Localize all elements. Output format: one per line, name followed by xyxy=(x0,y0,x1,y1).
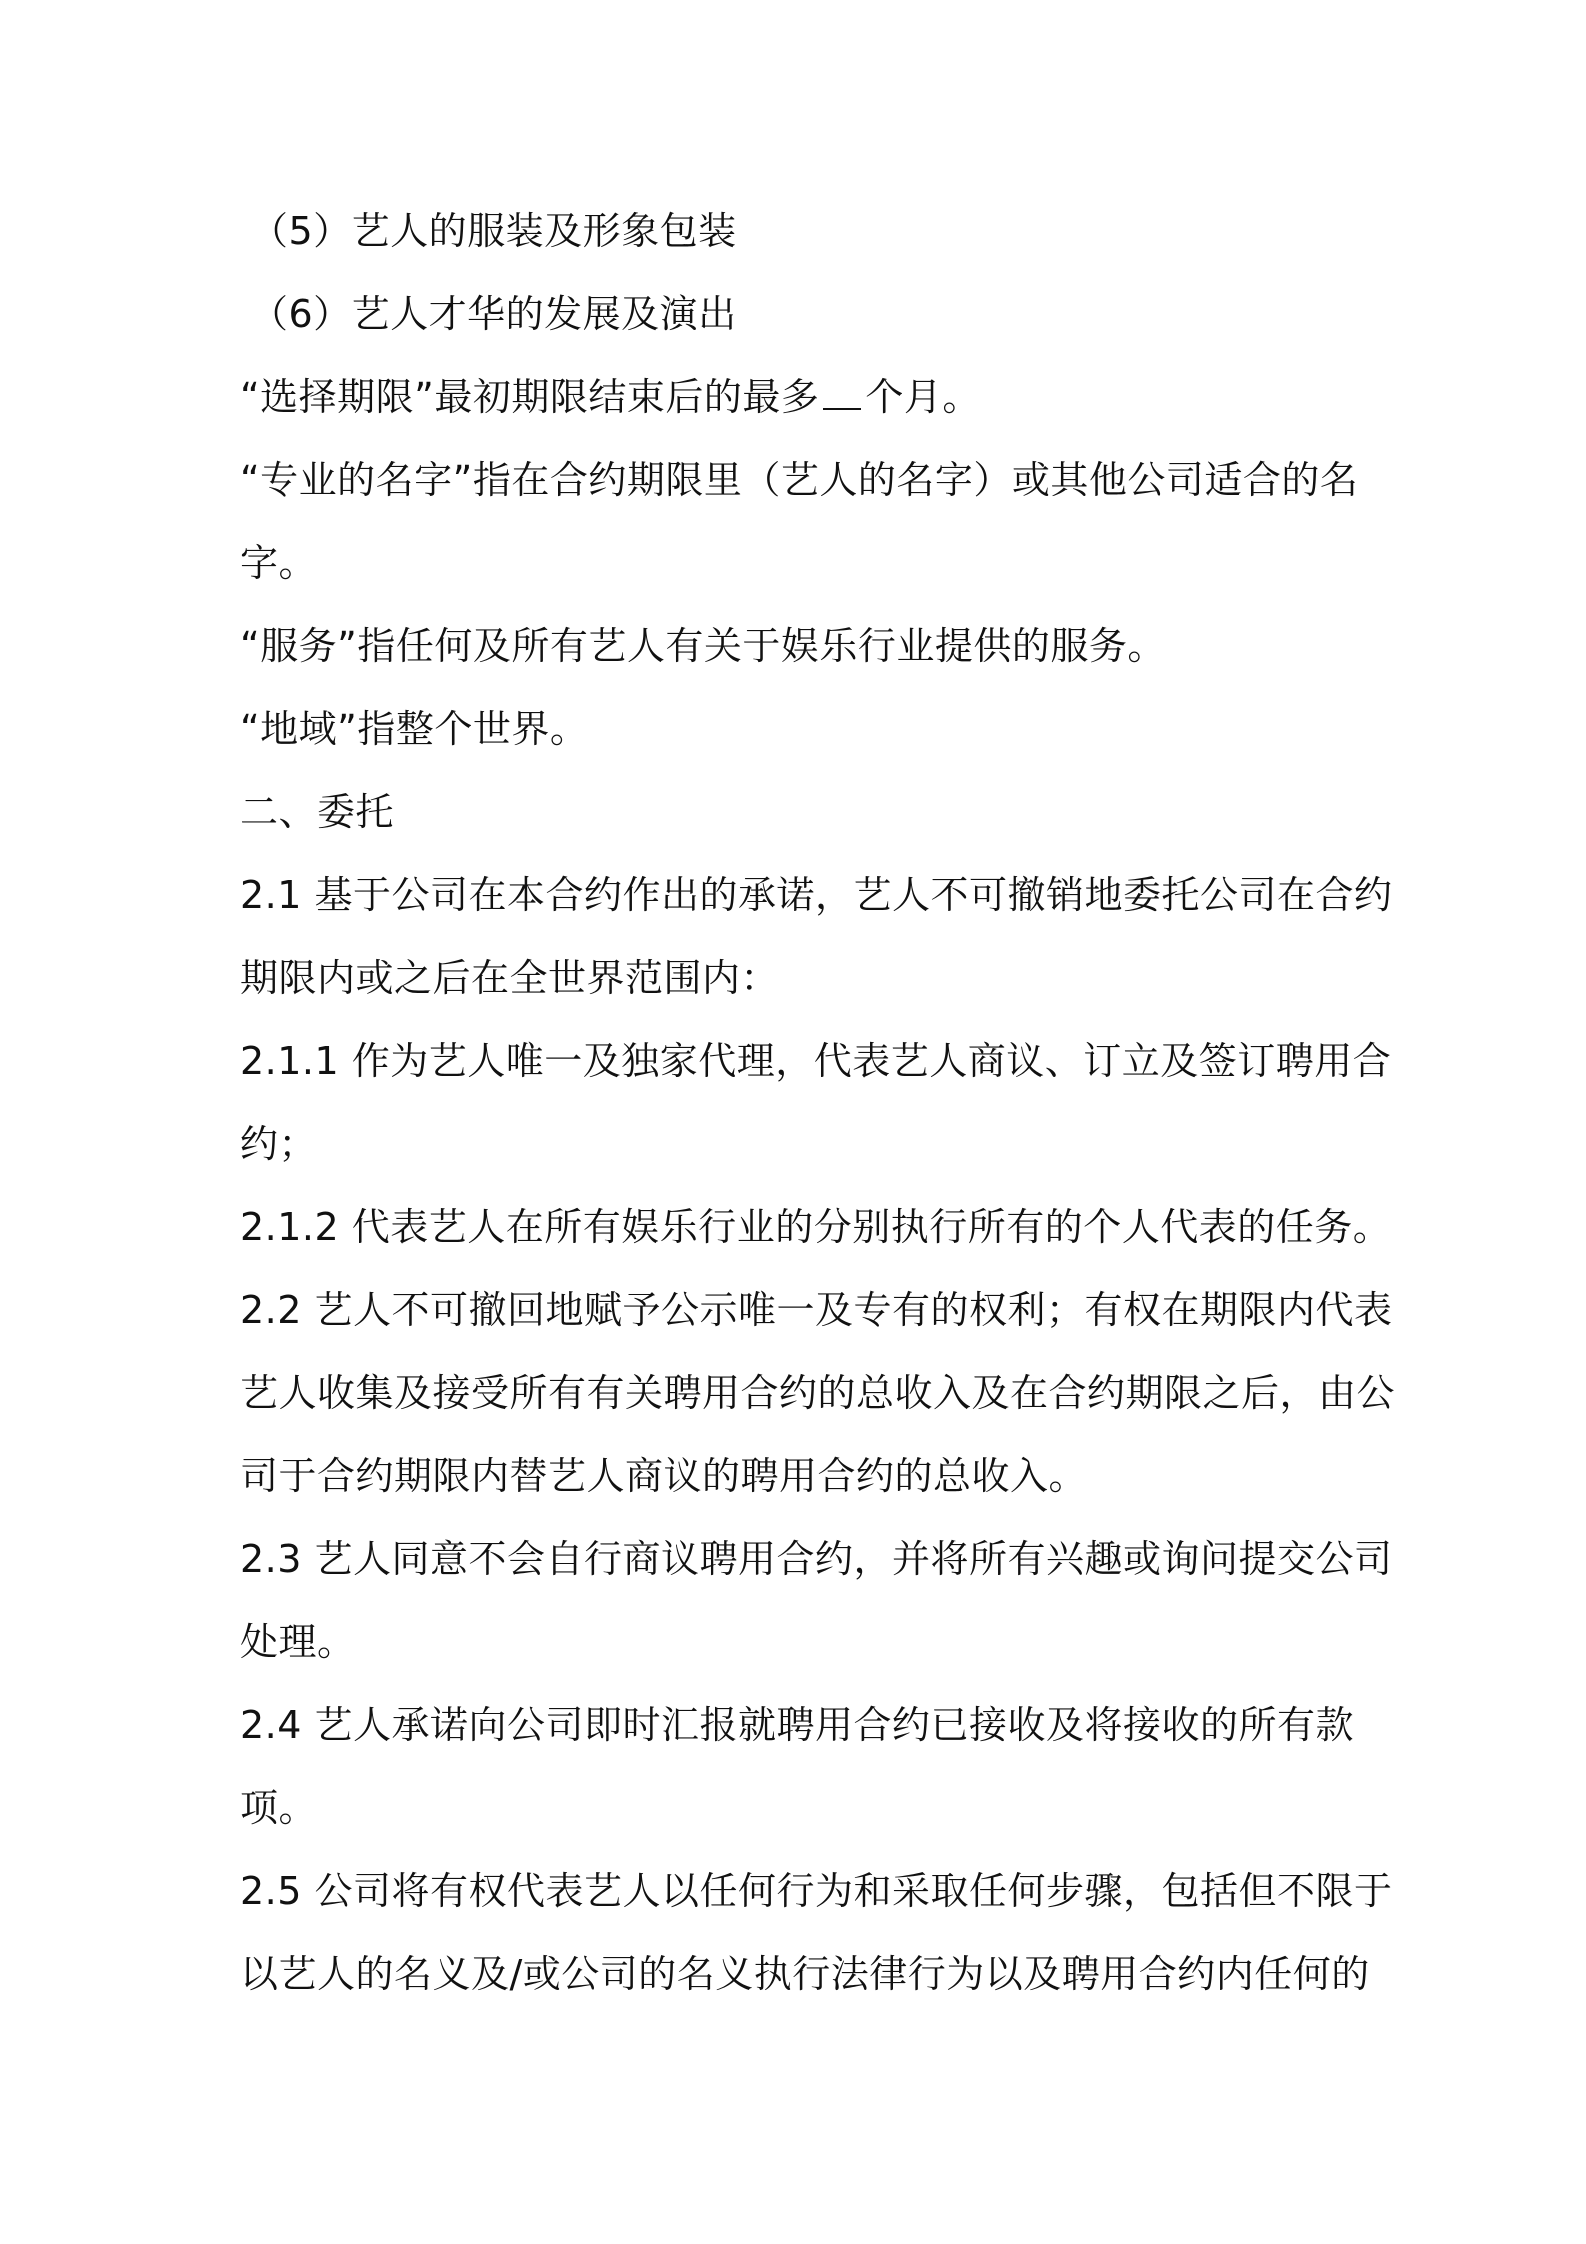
section-title: 二、委托 xyxy=(240,790,395,834)
list-item-6 xyxy=(240,273,1360,356)
text-line: 2.1 基于公司在本合约作出的承诺，艺人不可撤销地委托公司在合约 xyxy=(240,873,1393,917)
text-line: 司于合约期限内替艺人商议的聘用合约的总收入。 xyxy=(240,1454,1088,1498)
text-line: （6）艺人才华的发展及演出 xyxy=(250,292,737,336)
definition-option-period xyxy=(240,356,1360,439)
clause-2-1-2 xyxy=(240,1186,1392,1269)
text-line: 期限内或之后在全世界范围内： xyxy=(240,956,780,1000)
text-line: 艺人收集及接受所有有关聘用合约的总收入及在合约期限之后，由公 xyxy=(240,1371,1396,1415)
clause-2-3 xyxy=(240,1518,1393,1601)
text-line: “地域”指整个世界。 xyxy=(240,707,589,751)
clause-2-2 xyxy=(240,1269,1393,1352)
text-line: 处理。 xyxy=(240,1620,356,1664)
text-line: 2.1.1 作为艺人唯一及独家代理，代表艺人商议、订立及签订聘用合 xyxy=(240,1039,1392,1083)
clause-2-1-cont xyxy=(240,937,1360,1020)
text-line: 2.3 艺人同意不会自行商议聘用合约，并将所有兴趣或询问提交公司 xyxy=(240,1537,1393,1581)
clause-2-5 xyxy=(240,1850,1393,1933)
definition-professional-name-cont xyxy=(240,522,1360,605)
text-line: “选择期限”最初期限结束后的最多 xyxy=(240,375,820,419)
fill-in-blank xyxy=(823,368,861,410)
document-body xyxy=(240,190,1396,2016)
text-line: 2.1.2 代表艺人在所有娱乐行业的分别执行所有的个人代表的任务。 xyxy=(240,1205,1392,1249)
definition-services xyxy=(240,605,1360,688)
clause-2-1-1 xyxy=(240,1020,1392,1103)
text-line: “服务”指任何及所有艺人有关于娱乐行业提供的服务。 xyxy=(240,624,1166,668)
clause-2-4-cont xyxy=(240,1767,1360,1850)
text-line: 字。 xyxy=(240,541,318,585)
clause-2-1-1-cont xyxy=(240,1103,1360,1186)
text-line: （5）艺人的服装及形象包装 xyxy=(250,209,737,253)
clause-2-5-cont xyxy=(240,1933,1370,2016)
clause-2-4 xyxy=(240,1684,1360,1767)
text-line: 项。 xyxy=(240,1786,318,1830)
clause-2-3-cont xyxy=(240,1601,1360,1684)
clause-2-2-cont-2 xyxy=(240,1435,1360,1518)
definition-territory xyxy=(240,688,1360,771)
text-line-suffix: 个月。 xyxy=(865,375,981,419)
text-line: 2.4 艺人承诺向公司即时汇报就聘用合约已接收及将接收的所有款 xyxy=(240,1703,1355,1747)
section-heading xyxy=(240,771,1360,854)
text-line: 约； xyxy=(240,1122,318,1166)
text-line: 以艺人的名义及/或公司的名义执行法律行为以及聘用合约内任何的 xyxy=(240,1952,1370,1996)
clause-2-2-cont-1 xyxy=(240,1352,1396,1435)
text-line: 2.2 艺人不可撤回地赋予公示唯一及专有的权利；有权在期限内代表 xyxy=(240,1288,1393,1332)
text-line: “专业的名字”指在合约期限里（艺人的名字）或其他公司适合的名 xyxy=(240,458,1359,502)
list-item-5 xyxy=(240,190,1360,273)
text-line: 2.5 公司将有权代表艺人以任何行为和采取任何步骤，包括但不限于 xyxy=(240,1869,1393,1913)
clause-2-1 xyxy=(240,854,1393,937)
definition-professional-name xyxy=(240,439,1360,522)
